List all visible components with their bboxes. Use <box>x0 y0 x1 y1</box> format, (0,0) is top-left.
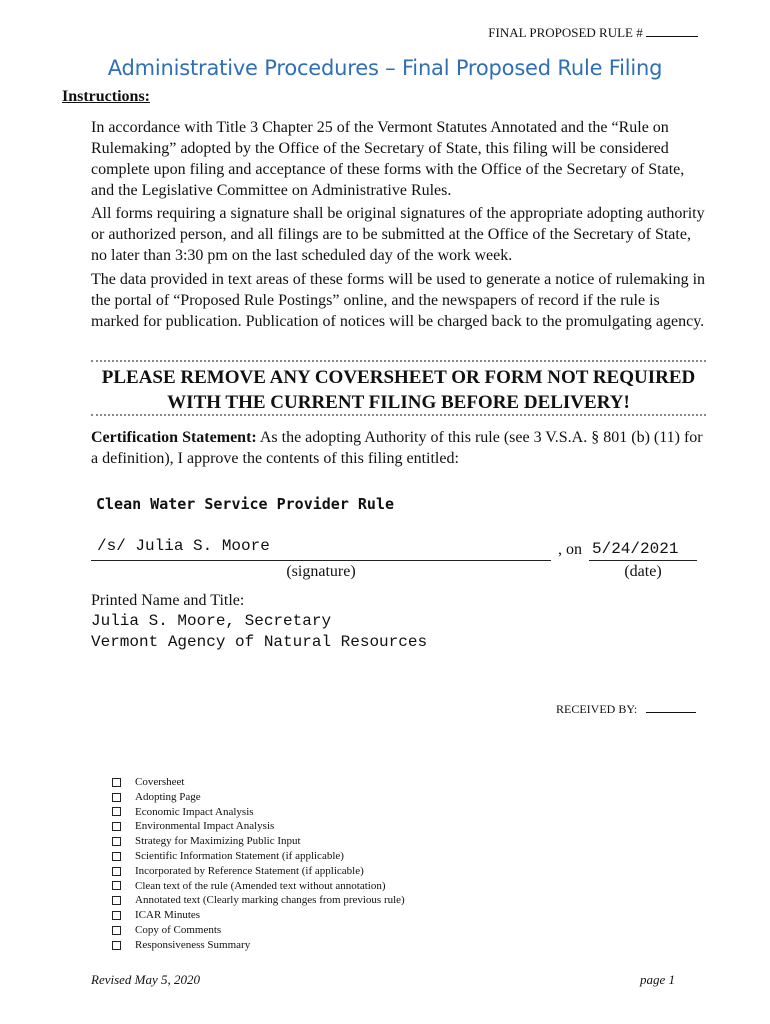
certification-label: Certification Statement: <box>91 429 257 446</box>
checkbox[interactable] <box>112 852 121 861</box>
received-by <box>556 702 696 717</box>
checklist-item[interactable] <box>112 849 405 864</box>
checklist-item[interactable] <box>112 775 405 790</box>
checkbox[interactable] <box>112 881 121 890</box>
rule-number-blank[interactable] <box>646 24 698 37</box>
checklist-item[interactable] <box>112 864 405 879</box>
received-by-label: RECEIVED BY: <box>556 702 638 716</box>
checklist-item[interactable] <box>112 908 405 923</box>
rule-number-label <box>488 24 698 41</box>
checklist-item-label: Copy of Comments <box>135 923 222 936</box>
checklist-item-label: Annotated text (Clearly marking changes from previous rule) <box>135 894 405 907</box>
page-number: page 1 <box>640 972 676 987</box>
checklist-item[interactable] <box>112 790 405 805</box>
checklist-item-label: Responsiveness Summary <box>135 938 251 951</box>
checkbox[interactable] <box>112 926 121 935</box>
on-label: , on <box>558 541 582 558</box>
printed-name-label: Printed Name and Title: <box>91 592 245 609</box>
revised-date: Revised May 5, 2020 <box>91 972 201 987</box>
instructions-heading: Instructions: <box>62 88 151 105</box>
checkbox[interactable] <box>112 793 121 802</box>
instructions-paragraph-1: In accordance with Title 3 Chapter 25 of the Vermont Statutes Annotated and the “Rule on Rulemaking” adopted by the Office of the Secretary of State, this filing will be considered complete upon filing and acceptance of these forms with the Office of the Secretary of State, and the Legislative Committee on Administrative Rules. <box>91 119 685 199</box>
checklist-item-label: Clean text of the rule (Amended text without annotation) <box>135 879 386 892</box>
printed-agency-field[interactable]: Vermont Agency of Natural Resources <box>91 633 428 651</box>
checkbox[interactable] <box>112 778 121 787</box>
checklist-item-label: ICAR Minutes <box>135 909 201 922</box>
checklist-item-label: Coversheet <box>135 776 185 788</box>
certification-statement <box>91 427 706 469</box>
rule-title: Clean Water Service Provider Rule <box>96 495 395 513</box>
date-caption: (date) <box>624 563 662 580</box>
date-line <box>589 560 697 561</box>
checklist-item[interactable] <box>112 819 405 834</box>
checkbox[interactable] <box>112 807 121 816</box>
dotted-divider-bottom <box>91 414 706 420</box>
checklist-item-label: Incorporated by Reference Statement (if applicable) <box>135 864 364 877</box>
page-title: Administrative Procedures – Final Proposed Rule Filing <box>107 56 663 80</box>
checkbox[interactable] <box>112 867 121 876</box>
checkbox[interactable] <box>112 911 121 920</box>
checklist-item[interactable] <box>112 879 405 894</box>
checklist-item-label: Environmental Impact Analysis <box>135 820 275 833</box>
instructions-paragraph-2: All forms requiring a signature shall be original signatures of the appropriate adopting authority or authorized person, and all filings are to be submitted at the Office of the Secretary of State, no later than 3:30 pm on the last scheduled day of the work week. <box>91 205 705 264</box>
remove-coversheet-notice: PLEASE REMOVE ANY COVERSHEET OR FORM NOT REQUIRED WITH THE CURRENT FILING BEFORE DELIVERY! <box>101 367 696 413</box>
checklist-item-label: Adopting Page <box>135 790 201 803</box>
checklist-item[interactable] <box>112 893 405 908</box>
checklist-item[interactable] <box>112 938 405 953</box>
date-field[interactable]: 5/24/2021 <box>592 540 679 558</box>
checkbox[interactable] <box>112 941 121 950</box>
checklist-item-label: Strategy for Maximizing Public Input <box>135 835 301 848</box>
instructions-paragraph-3: The data provided in text areas of these forms will be used to generate a notice of rulemaking in the portal of “Proposed Rule Postings” online, and the newspapers of record if the rule is marked for publication. Publication of notices will be charged back to the promulgating agency. <box>91 271 706 330</box>
signature-field[interactable]: /s/ Julia S. Moore <box>97 537 270 555</box>
received-by-blank[interactable] <box>646 702 696 713</box>
checkbox[interactable] <box>112 837 121 846</box>
filing-checklist <box>112 775 405 953</box>
printed-name-field[interactable]: Julia S. Moore, Secretary <box>91 612 332 630</box>
checklist-item[interactable] <box>112 923 405 938</box>
checklist-item[interactable] <box>112 834 405 849</box>
rule-number-text: FINAL PROPOSED RULE # <box>488 25 643 40</box>
checkbox[interactable] <box>112 896 121 905</box>
checklist-item-label: Scientific Information Statement (if applicable) <box>135 849 344 862</box>
checklist-item-label: Economic Impact Analysis <box>135 805 254 818</box>
checkbox[interactable] <box>112 822 121 831</box>
signature-line <box>91 560 551 561</box>
certification-text: As the adopting Authority of this rule (see 3 V.S.A. § 801 (b) (11) for a definition), I approve the contents of this filing entitled: <box>91 429 703 467</box>
checklist-item[interactable] <box>112 805 405 820</box>
signature-caption: (signature) <box>286 563 356 580</box>
